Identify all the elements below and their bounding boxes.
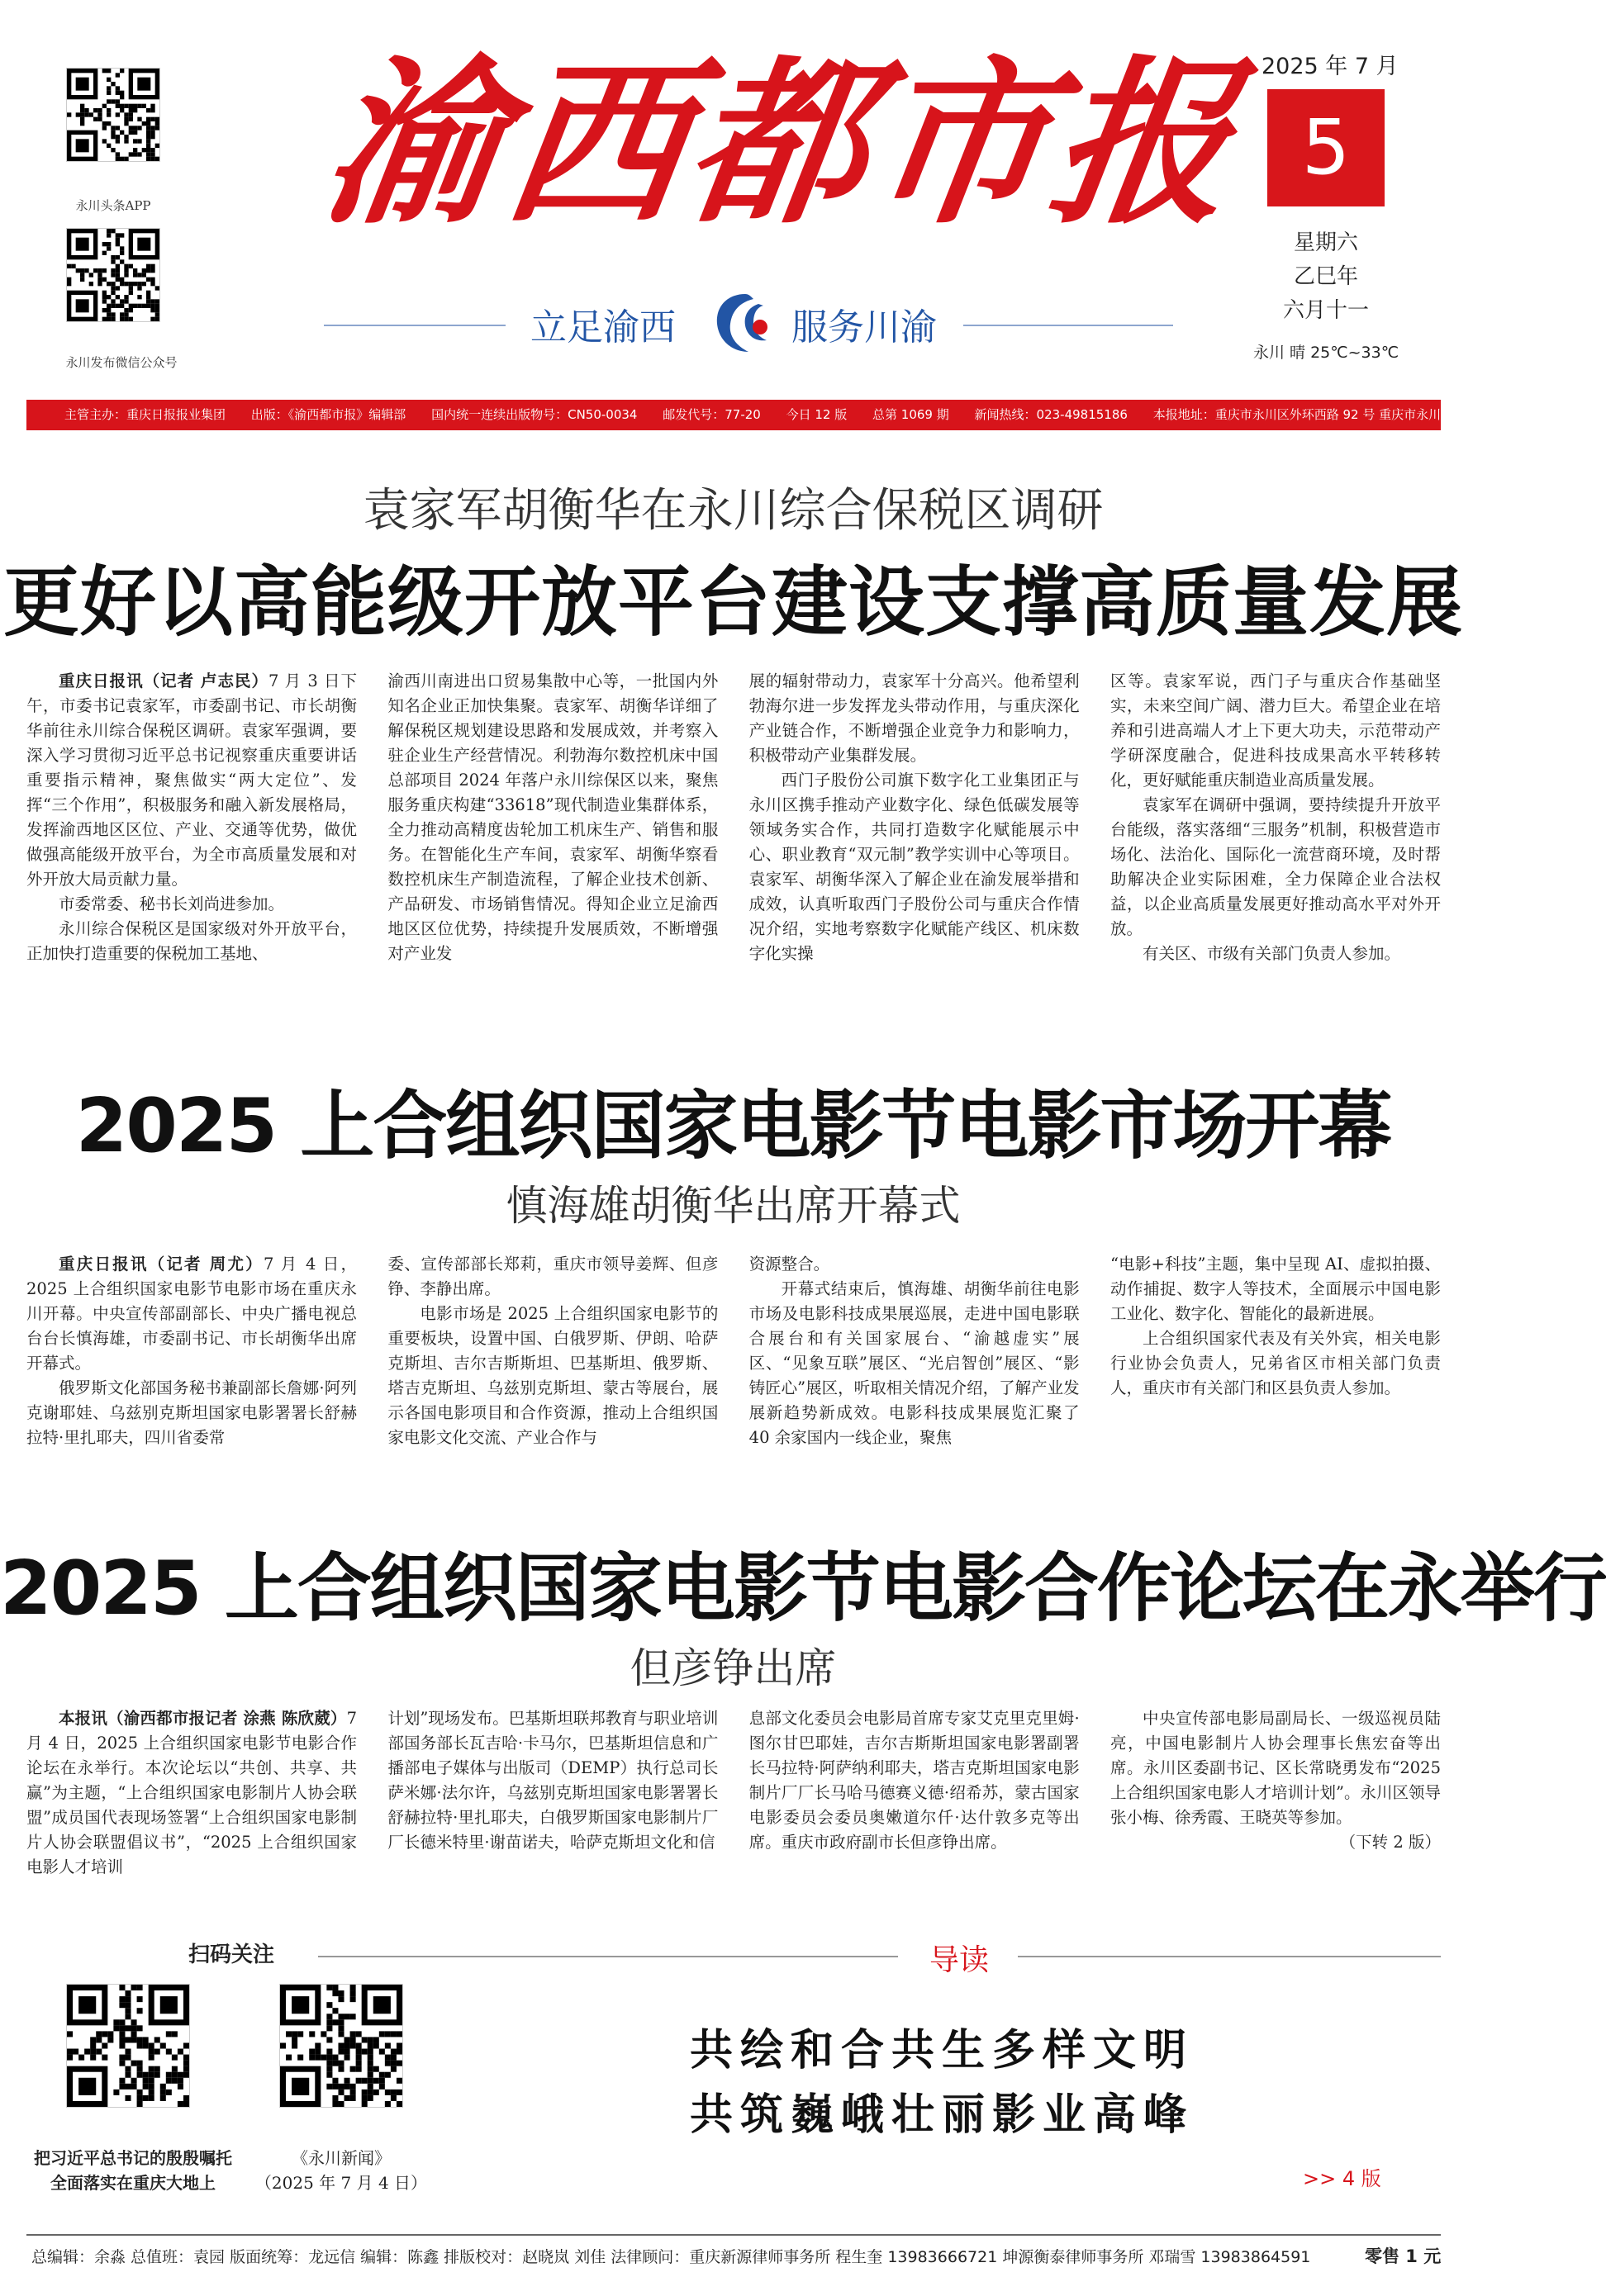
guide-title: 导读: [929, 1943, 990, 1977]
article-paragraph: [26, 1376, 357, 1450]
guide-divider-right: [1018, 1956, 1441, 1957]
date-year-month: 2025 年 7 月: [1262, 54, 1399, 79]
article-paragraph: [26, 1252, 357, 1376]
info-issn: 国内统一连续出版物号：CN50-0034: [431, 407, 638, 422]
article1-column: [1110, 669, 1441, 1008]
slogan-divider-right: [963, 325, 1173, 326]
slogan-left: 立足渝西: [530, 306, 676, 349]
guide-headline-2[interactable]: 共筑巍峨壮丽影业高峰: [690, 2090, 1195, 2140]
retail-price: 零售 1 元: [1365, 2246, 1442, 2266]
article-text: 市委常委、秘书长刘尚进参加。: [59, 894, 285, 913]
yongchuan-news-qr-code[interactable]: [279, 1984, 403, 2108]
date-day: 5: [1267, 89, 1385, 206]
article2-body: [26, 1252, 1441, 1468]
article1-column: [387, 669, 718, 1008]
article1-body: [26, 669, 1441, 1008]
info-publisher: 出版：《渝西都市报》编辑部: [250, 407, 406, 422]
article2-title[interactable]: 2025 上合组织国家电影节电影市场开幕: [75, 1083, 1391, 1169]
article-byline: 重庆日报讯（记者 周尤）: [59, 1255, 264, 1274]
article-paragraph: [1110, 793, 1441, 942]
guide-headline-1[interactable]: 共绘和合共生多样文明: [690, 2026, 1195, 2075]
article1-column: [26, 669, 357, 1008]
article-paragraph: [387, 669, 718, 966]
article-text: 电影市场是 2025 上合组织国家电影节的重要板块，设置中国、白俄罗斯、伊朗、哈萨克斯坦、吉尔吉斯斯坦、巴基斯坦、俄罗斯、塔吉克斯坦、乌兹别克斯坦、蒙古等展台，展示各国电影项目和合作资源，推动上合组织国家电影文化交流、产业合作与: [387, 1304, 719, 1447]
article-text: 7 月 4 日，2025 上合组织国家电影节电影市场在重庆永川开幕。中央宣传部副部长、中央广播电视总台台长慎海雄，市委副书记、市长胡衡华出席开幕式。: [26, 1255, 357, 1373]
article-text: 有关区、市级有关部门负责人参加。: [1142, 944, 1400, 963]
article-paragraph: [749, 669, 1080, 768]
article-text: 西门子股份公司旗下数字化工业集团正与永川区携手推动产业数字化、绿色低碳发展等领域务实合作，共同打造数字化赋能展示中心、职业教育“双元制”教学实训中心等项目。袁家军、胡衡华深入了解企业在渝发展举措和成效，认真听取西门子股份公司与重庆合作情况介绍，实地考察数字化赋能产线区、机床数字化实操: [748, 771, 1080, 963]
article-text: 计划”现场发布。巴基斯坦联邦教育与职业培训部国务部长瓦吉哈·卡马尔，巴基斯坦信息和广播部电子媒体与出版司（DEMP）执行总司长萨米娜·法尔许，乌兹别克斯坦国家电影署署长舒赫拉特·里扎耶夫，白俄罗斯国家电影制片厂厂长德米特里·谢苗诺夫，哈萨克斯坦文化和信: [387, 1709, 719, 1852]
article3-column: [749, 1706, 1080, 1905]
article3-column: [387, 1706, 718, 1905]
article-text: 资源整合。: [748, 1255, 830, 1274]
article-paragraph: [387, 1302, 718, 1450]
yongchuan-news-qr-caption-line2: （2025 年 7 月 4 日）: [254, 2173, 428, 2193]
article-paragraph: [1110, 1252, 1441, 1326]
article-text: 渝西川南进出口贸易集散中心等，一批国内外知名企业正加快集聚。袁家军、胡衡华详细了解保税区规划建设思路和发展成效，并考察入驻企业生产经营情况。利勃海尔数控机床中国总部项目 2024 年落户永川综保区以来，聚焦服务重庆构建“33618”现代制造业集群体系，全力推动高精度齿轮加工机床生产、销售和服务。在智能化生产车间，袁家军、胡衡华察看数控机床生产制造流程，了解企业技术创新、产品研发、市场销售情况。得知企业立足渝西地区区位优势，持续提升发展质效，不断增强对产业发: [387, 671, 719, 963]
article-text: 袁家军在调研中强调，要持续提升开放平台能级，落实落细“三服务”机制，积极营造市场化、法治化、国际化一流营商环境，及时帮助解决企业实际困难，全力保障企业合法权益，以企业高质量发展更好推动高水平对外开放。: [1109, 795, 1441, 938]
article2-column: [749, 1252, 1080, 1468]
article-paragraph: [1110, 669, 1441, 793]
article-text: 7 月 4 日，2025 上合组织国家电影节电影合作论坛在永举行。本次论坛以“共创、共享、共赢”为主题，“上合组织国家电影制片人协会联盟”成员国代表现场签署“上合组织国家电影制片人协会联盟倡议书”，“2025 上合组织国家电影人才培训: [26, 1709, 357, 1876]
article2-column: [26, 1252, 357, 1468]
article-paragraph: [749, 1277, 1080, 1450]
article-text: “电影+科技”主题，集中呈现 AI、虚拟拍摄、动作捕捉、数字人等技术，全面展示中国电影工业化、数字化、智能化的最新进展。: [1109, 1255, 1441, 1323]
article-text: 7 月 3 日下午，市委书记袁家军，市委副书记、市长胡衡华前往永川综合保税区调研。袁家军强调，要深入学习贯彻习近平总书记视察重庆重要讲话重要指示精神，聚焦做实“两大定位”、发挥“三个作用”，积极服务和融入新发展格局，发挥渝西地区区位、产业、交通等优势，做优做强高能级开放平台，为全市高质量发展和对外开放大局贡献力量。: [26, 671, 357, 889]
article-text: 委、宣传部部长郑莉，重庆市领导姜辉、但彦铮、李静出席。: [387, 1255, 719, 1298]
info-address: 本报地址：重庆市永川区外环西路 92 号 重庆市永川区融媒体中心: [1152, 407, 1516, 422]
article-paragraph: [749, 1252, 1080, 1277]
qr-pattern-icon: [67, 1985, 189, 2107]
article-text: 开幕式结束后，慎海雄、胡衡华前往电影市场及电影科技成果展巡展，走进中国电影联合展台和有关国家展台、“渝越虚实”展区、“见象互联”展区、“光启智创”展区、“影铸匠心”展区，听取相关情况介绍，了解产业发展新趋势新成效。电影科技成果展览汇聚了 40 余家国内一线企业，聚焦: [748, 1279, 1080, 1447]
article-text: 俄罗斯文化部国务秘书兼副部长詹娜·阿列克谢耶娃、乌兹别克斯坦国家电影署署长舒赫拉特·里扎耶夫，四川省委常: [26, 1378, 357, 1447]
article-text: 展的辐射带动力，袁家军十分高兴。他希望利勃海尔进一步发挥龙头带动作用，与重庆深化产业链合作，不断增强企业竞争力和影响力，积极带动产业集群发展。: [748, 671, 1080, 765]
xi-speech-qr-caption-line2: 全面落实在重庆大地上: [50, 2173, 216, 2193]
xi-speech-qr-caption-line1: 把习近平总书记的殷殷嘱托: [34, 2148, 232, 2168]
article3-column: [26, 1706, 357, 1905]
article-paragraph: [387, 1706, 718, 1855]
scan-follow-title: 扫码关注: [188, 1943, 275, 1967]
date-ganzhi: 乙巳年: [1293, 264, 1358, 289]
article-text: 中央宣传部电影局副局长、一级巡视员陆亮，中国电影制片人协会理事长焦宏奋等出席。永川区委副书记、区长常晓勇发布“2025 上合组织国家电影人才培训计划”。永川区领导张小梅、徐秀霞、王晓英等参加。: [1109, 1709, 1441, 1827]
article-text: 区等。袁家军说，西门子与重庆合作基础坚实，未来空间广阔、潜力巨大。希望企业在培养和引进高端人才上下更大功夫，示范带动产学研深度融合，促进科技成果高水平转移转化，更好赋能重庆制造业高质量发展。: [1109, 671, 1441, 790]
article-paragraph: [26, 1706, 357, 1880]
date-weekday: 星期六: [1293, 230, 1358, 255]
article-text: 永川综合保税区是国家级对外开放平台，正加快打造重要的保税加工基地、: [26, 919, 357, 963]
yongchuan-news-qr-caption-line1: 《永川新闻》: [292, 2148, 391, 2168]
qr-pattern-icon: [67, 69, 159, 161]
article-paragraph: [26, 892, 357, 917]
info-sponsor: 主管主办：重庆日报报业集团: [64, 407, 226, 422]
article-paragraph: [26, 917, 357, 966]
article2-column: [387, 1252, 718, 1468]
info-hotline: 新闻热线：023-49815186: [974, 407, 1128, 422]
footer-staff: 总编辑：余淼 总值班：袁园 版面统筹：龙远信 编辑：陈鑫 排版校对：赵晓岚 刘佳 法律顾问：重庆新源律师事务所 程生奎 13983666721 坤源衡泰律师事务所 邓瑞雪 13983864591: [31, 2248, 1311, 2266]
app-qr-caption: 永川头条APP: [75, 198, 151, 213]
publication-info-bar: [26, 400, 1516, 430]
qr-pattern-icon: [280, 1985, 402, 2107]
article-byline: 本报讯（渝西都市报记者 涂燕 陈欣葳）: [59, 1709, 347, 1728]
footer-divider: [26, 2234, 1441, 2236]
article-paragraph: [1110, 1706, 1441, 1830]
wechat-qr-caption: 永川发布微信公众号: [65, 355, 178, 370]
article3-title[interactable]: 2025 上合组织国家电影节电影合作论坛在永举行: [0, 1545, 1606, 1632]
guide-divider-left: [318, 1956, 898, 1957]
info-issue-number: 总第 1069 期: [872, 407, 949, 422]
article1-column: [749, 669, 1080, 1008]
date-lunar: 六月十一: [1282, 298, 1369, 323]
article3-body: [26, 1706, 1441, 1905]
article-text: 上合组织国家代表及有关外宾，相关电影行业协会负责人，兄弟省区市相关部门负责人，重庆市有关部门和区县负责人参加。: [1109, 1329, 1441, 1397]
article3-column: [1110, 1706, 1441, 1905]
slogan-right: 服务川渝: [791, 306, 937, 349]
article-paragraph: [1110, 1326, 1441, 1401]
article-paragraph: [749, 1706, 1080, 1855]
xi-speech-qr-code[interactable]: [66, 1984, 190, 2108]
article-paragraph: [387, 1252, 718, 1302]
guide-page-link[interactable]: >> 4 版: [1303, 2167, 1381, 2190]
qr-pattern-icon: [67, 229, 159, 321]
article-byline: 重庆日报讯（记者 卢志民）: [59, 671, 268, 690]
article-text: 息部文化委员会电影局首席专家艾克里克里姆·图尔甘巴耶娃，吉尔吉斯斯坦国家电影署副署长马拉特·阿萨纳利耶夫，塔吉克斯坦国家电影制片厂厂长马哈马德赛义德·绍希苏，蒙古国家电影委员会委员奥嫩道尔仟·达什敦多克等出席。重庆市政府副市长但彦铮出席。: [748, 1709, 1080, 1852]
article-paragraph: [1110, 942, 1441, 966]
article2-column: [1110, 1252, 1441, 1468]
info-postal-code: 邮发代号：77-20: [663, 407, 761, 422]
wechat-qr-code[interactable]: [66, 228, 160, 322]
article-paragraph: [749, 768, 1080, 966]
weather-info: 永川 晴 25℃~33℃: [1253, 344, 1399, 362]
newspaper-logo-icon: [710, 289, 780, 358]
article3-subtitle: 但彦铮出席: [630, 1644, 837, 1692]
article1-subtitle: 袁家军胡衡华在永川综合保税区调研: [363, 484, 1104, 538]
article2-subtitle: 慎海雄胡衡华出席开幕式: [506, 1182, 961, 1230]
app-qr-code[interactable]: [66, 68, 160, 162]
article-paragraph: [1110, 1830, 1441, 1855]
slogan-divider-left: [324, 325, 506, 326]
article1-title[interactable]: 更好以高能级开放平台建设支撑高质量发展: [2, 558, 1463, 647]
masthead-title: 渝西都市报: [311, 38, 1250, 248]
article-text: （下转 2 版）: [1339, 1833, 1441, 1852]
info-page-count: 今日 12 版: [786, 407, 848, 422]
article-paragraph: [26, 669, 357, 892]
